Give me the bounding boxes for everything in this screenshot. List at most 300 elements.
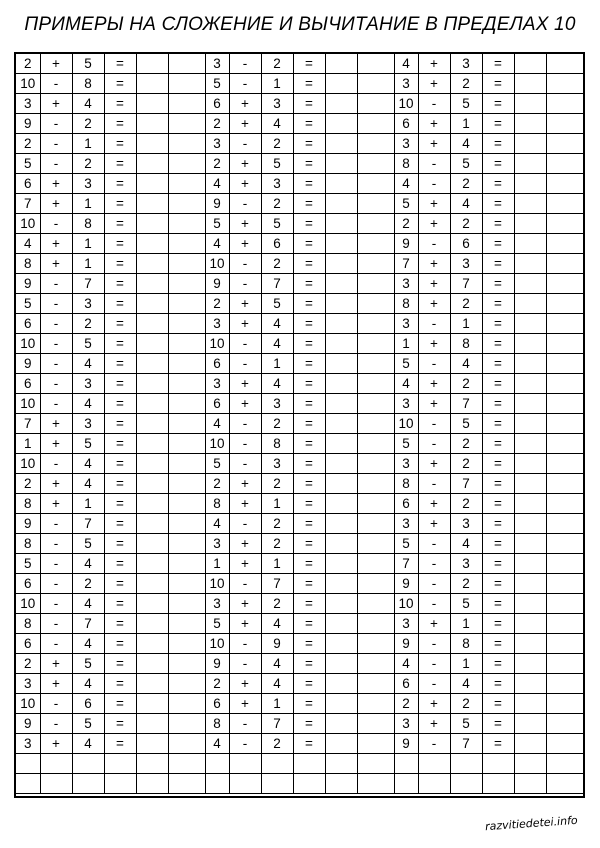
answer-cell[interactable] — [357, 614, 394, 634]
operand-a — [205, 754, 229, 774]
operator: + — [229, 314, 261, 334]
answer-cell[interactable] — [168, 154, 205, 174]
operand-a: 10 — [394, 414, 418, 434]
answer-cell[interactable] — [325, 114, 357, 134]
answer-cell[interactable] — [546, 734, 583, 754]
answer-cell[interactable] — [546, 694, 583, 714]
answer-cell[interactable] — [546, 154, 583, 174]
answer-cell[interactable] — [357, 394, 394, 414]
answer-cell[interactable] — [168, 674, 205, 694]
operator: - — [40, 354, 72, 374]
operand-b: 1 — [72, 254, 104, 274]
operator: - — [229, 574, 261, 594]
answer-cell[interactable] — [546, 314, 583, 334]
answer-cell[interactable] — [168, 214, 205, 234]
answer-cell[interactable] — [546, 414, 583, 434]
answer-cell[interactable] — [136, 314, 168, 334]
operand-b: 5 — [450, 94, 482, 114]
answer-cell[interactable] — [168, 334, 205, 354]
answer-cell[interactable] — [168, 394, 205, 414]
answer-cell[interactable] — [514, 94, 546, 114]
answer-cell[interactable] — [357, 154, 394, 174]
answer-cell[interactable] — [325, 674, 357, 694]
answer-cell[interactable] — [136, 94, 168, 114]
answer-cell[interactable] — [546, 274, 583, 294]
answer-cell[interactable] — [357, 634, 394, 654]
answer-cell[interactable] — [357, 214, 394, 234]
answer-cell[interactable] — [546, 714, 583, 734]
operand-b: 1 — [72, 134, 104, 154]
answer-cell[interactable] — [546, 534, 583, 554]
answer-cell[interactable] — [514, 394, 546, 414]
operand-b: 2 — [261, 534, 293, 554]
answer-cell[interactable] — [546, 54, 583, 74]
answer-cell[interactable] — [546, 554, 583, 574]
operand-b: 4 — [261, 334, 293, 354]
equals-sign: = — [104, 514, 136, 534]
answer-cell[interactable] — [325, 474, 357, 494]
operand-b: 7 — [261, 274, 293, 294]
answer-cell[interactable] — [514, 654, 546, 674]
answer-cell[interactable] — [136, 294, 168, 314]
operator: - — [418, 234, 450, 254]
answer-cell[interactable] — [546, 194, 583, 214]
answer-cell[interactable] — [546, 494, 583, 514]
answer-cell[interactable] — [136, 134, 168, 154]
answer-cell[interactable] — [514, 274, 546, 294]
answer-cell[interactable] — [136, 634, 168, 654]
answer-cell[interactable] — [546, 634, 583, 654]
answer-cell[interactable] — [546, 434, 583, 454]
operand-a: 8 — [16, 534, 40, 554]
operand-a: 9 — [394, 574, 418, 594]
operand-b: 1 — [450, 314, 482, 334]
answer-cell[interactable] — [168, 134, 205, 154]
answer-cell[interactable] — [168, 594, 205, 614]
answer-cell[interactable] — [325, 594, 357, 614]
answer-cell — [136, 774, 168, 794]
answer-cell[interactable] — [514, 454, 546, 474]
answer-cell[interactable] — [357, 434, 394, 454]
answer-cell[interactable] — [514, 154, 546, 174]
equals-sign: = — [482, 714, 514, 734]
answer-cell[interactable] — [168, 94, 205, 114]
answer-cell[interactable] — [546, 674, 583, 694]
exercise-row — [16, 114, 583, 134]
answer-cell[interactable] — [514, 114, 546, 134]
equals-sign: = — [293, 654, 325, 674]
operator: + — [229, 374, 261, 394]
answer-cell[interactable] — [168, 174, 205, 194]
operand-b: 5 — [450, 414, 482, 434]
answer-cell[interactable] — [514, 514, 546, 534]
answer-cell[interactable] — [546, 254, 583, 274]
answer-cell[interactable] — [168, 714, 205, 734]
answer-cell[interactable] — [514, 234, 546, 254]
operator: + — [229, 114, 261, 134]
operand-a: 6 — [205, 394, 229, 414]
operand-b: 2 — [450, 174, 482, 194]
operand-a: 4 — [205, 734, 229, 754]
answer-cell[interactable] — [136, 654, 168, 674]
answer-cell[interactable] — [136, 714, 168, 734]
operand-a: 4 — [205, 234, 229, 254]
answer-cell[interactable] — [168, 234, 205, 254]
operand-a: 6 — [16, 634, 40, 654]
answer-cell[interactable] — [325, 354, 357, 374]
answer-cell[interactable] — [514, 574, 546, 594]
answer-cell[interactable] — [168, 194, 205, 214]
answer-cell[interactable] — [168, 254, 205, 274]
operand-a: 2 — [16, 654, 40, 674]
answer-cell[interactable] — [357, 694, 394, 714]
answer-cell[interactable] — [136, 394, 168, 414]
equals-sign: = — [104, 734, 136, 754]
answer-cell[interactable] — [546, 654, 583, 674]
answer-cell[interactable] — [357, 234, 394, 254]
operator: + — [229, 554, 261, 574]
answer-cell[interactable] — [546, 174, 583, 194]
answer-cell[interactable] — [514, 74, 546, 94]
answer-cell[interactable] — [325, 274, 357, 294]
answer-cell[interactable] — [136, 434, 168, 454]
answer-cell[interactable] — [514, 334, 546, 354]
answer-cell[interactable] — [546, 614, 583, 634]
answer-cell[interactable] — [357, 734, 394, 754]
exercise-row — [16, 534, 583, 554]
answer-cell[interactable] — [136, 214, 168, 234]
answer-cell[interactable] — [514, 734, 546, 754]
answer-cell[interactable] — [325, 574, 357, 594]
answer-cell[interactable] — [325, 154, 357, 174]
answer-cell[interactable] — [514, 254, 546, 274]
answer-cell[interactable] — [325, 314, 357, 334]
answer-cell[interactable] — [168, 474, 205, 494]
answer-cell[interactable] — [514, 694, 546, 714]
answer-cell[interactable] — [514, 314, 546, 334]
answer-cell[interactable] — [357, 274, 394, 294]
answer-cell[interactable] — [136, 454, 168, 474]
answer-cell[interactable] — [325, 534, 357, 554]
answer-cell[interactable] — [136, 54, 168, 74]
answer-cell[interactable] — [325, 394, 357, 414]
answer-cell[interactable] — [136, 334, 168, 354]
answer-cell[interactable] — [357, 294, 394, 314]
operand-b: 3 — [450, 54, 482, 74]
answer-cell[interactable] — [136, 694, 168, 714]
answer-cell[interactable] — [514, 534, 546, 554]
answer-cell[interactable] — [325, 414, 357, 434]
answer-cell[interactable] — [325, 454, 357, 474]
answer-cell[interactable] — [136, 354, 168, 374]
answer-cell[interactable] — [168, 54, 205, 74]
operator: - — [229, 74, 261, 94]
answer-cell[interactable] — [136, 554, 168, 574]
answer-cell[interactable] — [357, 574, 394, 594]
answer-cell[interactable] — [514, 554, 546, 574]
answer-cell[interactable] — [357, 114, 394, 134]
operand-a: 10 — [205, 574, 229, 594]
answer-cell[interactable] — [357, 534, 394, 554]
operator: + — [229, 694, 261, 714]
operand-a: 5 — [394, 194, 418, 214]
answer-cell[interactable] — [325, 654, 357, 674]
answer-cell[interactable] — [136, 74, 168, 94]
answer-cell[interactable] — [168, 694, 205, 714]
answer-cell[interactable] — [514, 214, 546, 234]
operand-a: 9 — [394, 634, 418, 654]
answer-cell[interactable] — [357, 414, 394, 434]
answer-cell[interactable] — [514, 354, 546, 374]
answer-cell[interactable] — [136, 414, 168, 434]
answer-cell[interactable] — [357, 334, 394, 354]
answer-cell[interactable] — [514, 674, 546, 694]
exercise-row — [16, 754, 583, 774]
answer-cell[interactable] — [168, 74, 205, 94]
answer-cell[interactable] — [136, 614, 168, 634]
answer-cell[interactable] — [325, 374, 357, 394]
answer-cell[interactable] — [514, 174, 546, 194]
answer-cell[interactable] — [546, 114, 583, 134]
answer-cell[interactable] — [136, 514, 168, 534]
answer-cell[interactable] — [325, 734, 357, 754]
answer-cell[interactable] — [168, 614, 205, 634]
equals-sign — [482, 774, 514, 794]
answer-cell[interactable] — [136, 574, 168, 594]
operand-b: 7 — [261, 574, 293, 594]
operand-a: 4 — [394, 654, 418, 674]
answer-cell[interactable] — [357, 254, 394, 274]
equals-sign: = — [482, 554, 514, 574]
answer-cell[interactable] — [168, 274, 205, 294]
answer-cell[interactable] — [514, 494, 546, 514]
exercise-row — [16, 74, 583, 94]
answer-cell[interactable] — [357, 654, 394, 674]
answer-cell[interactable] — [325, 634, 357, 654]
operator: + — [418, 514, 450, 534]
operator: + — [40, 254, 72, 274]
equals-sign: = — [293, 454, 325, 474]
equals-sign — [293, 754, 325, 774]
answer-cell[interactable] — [357, 74, 394, 94]
answer-cell[interactable] — [357, 474, 394, 494]
operator: + — [418, 54, 450, 74]
answer-cell[interactable] — [514, 594, 546, 614]
answer-cell[interactable] — [357, 714, 394, 734]
answer-cell[interactable] — [325, 134, 357, 154]
answer-cell[interactable] — [514, 134, 546, 154]
answer-cell[interactable] — [357, 54, 394, 74]
equals-sign: = — [482, 614, 514, 634]
answer-cell[interactable] — [514, 414, 546, 434]
answer-cell[interactable] — [514, 54, 546, 74]
answer-cell[interactable] — [357, 174, 394, 194]
answer-cell[interactable] — [168, 454, 205, 474]
answer-cell[interactable] — [168, 414, 205, 434]
operand-b: 5 — [450, 714, 482, 734]
answer-cell[interactable] — [546, 74, 583, 94]
operand-b: 4 — [72, 354, 104, 374]
answer-cell[interactable] — [325, 614, 357, 634]
answer-cell[interactable] — [136, 674, 168, 694]
answer-cell[interactable] — [325, 714, 357, 734]
operand-b: 2 — [261, 734, 293, 754]
answer-cell[interactable] — [325, 214, 357, 234]
operand-a: 3 — [394, 274, 418, 294]
answer-cell[interactable] — [546, 374, 583, 394]
answer-cell[interactable] — [136, 234, 168, 254]
answer-cell[interactable] — [168, 294, 205, 314]
operand-a: 10 — [205, 634, 229, 654]
operand-a: 3 — [394, 714, 418, 734]
answer-cell[interactable] — [136, 194, 168, 214]
answer-cell[interactable] — [546, 134, 583, 154]
answer-cell[interactable] — [325, 254, 357, 274]
answer-cell[interactable] — [325, 74, 357, 94]
operand-a: 8 — [394, 294, 418, 314]
answer-cell[interactable] — [168, 514, 205, 534]
answer-cell[interactable] — [325, 514, 357, 534]
answer-cell[interactable] — [357, 194, 394, 214]
answer-cell[interactable] — [357, 554, 394, 574]
answer-cell[interactable] — [357, 134, 394, 154]
answer-cell[interactable] — [136, 114, 168, 134]
answer-cell[interactable] — [168, 634, 205, 654]
operand-b — [72, 754, 104, 774]
operand-a: 3 — [205, 54, 229, 74]
answer-cell[interactable] — [546, 334, 583, 354]
answer-cell[interactable] — [546, 94, 583, 114]
answer-cell[interactable] — [357, 94, 394, 114]
answer-cell[interactable] — [168, 534, 205, 554]
operator: - — [40, 594, 72, 614]
equals-sign: = — [482, 154, 514, 174]
equals-sign: = — [482, 434, 514, 454]
equals-sign: = — [482, 74, 514, 94]
answer-cell[interactable] — [514, 294, 546, 314]
operand-b: 8 — [450, 634, 482, 654]
answer-cell[interactable] — [136, 734, 168, 754]
answer-cell[interactable] — [546, 594, 583, 614]
answer-cell[interactable] — [514, 474, 546, 494]
operand-b: 5 — [261, 294, 293, 314]
answer-cell[interactable] — [357, 494, 394, 514]
answer-cell[interactable] — [546, 294, 583, 314]
answer-cell[interactable] — [357, 454, 394, 474]
answer-cell[interactable] — [546, 514, 583, 534]
answer-cell[interactable] — [168, 494, 205, 514]
answer-cell[interactable] — [514, 374, 546, 394]
answer-cell[interactable] — [325, 94, 357, 114]
answer-cell[interactable] — [546, 394, 583, 414]
answer-cell[interactable] — [514, 194, 546, 214]
operator: - — [229, 354, 261, 374]
answer-cell[interactable] — [546, 354, 583, 374]
operand-b — [72, 774, 104, 794]
operator: - — [418, 434, 450, 454]
answer-cell[interactable] — [514, 434, 546, 454]
answer-cell[interactable] — [136, 154, 168, 174]
answer-cell[interactable] — [136, 494, 168, 514]
answer-cell[interactable] — [357, 374, 394, 394]
answer-cell[interactable] — [357, 314, 394, 334]
answer-cell[interactable] — [325, 694, 357, 714]
answer-cell[interactable] — [136, 534, 168, 554]
answer-cell[interactable] — [168, 554, 205, 574]
answer-cell — [325, 754, 357, 774]
operator: - — [40, 554, 72, 574]
operator: - — [229, 414, 261, 434]
answer-cell[interactable] — [325, 174, 357, 194]
answer-cell[interactable] — [136, 274, 168, 294]
answer-cell[interactable] — [546, 214, 583, 234]
exercise-grid — [16, 54, 583, 794]
answer-cell[interactable] — [168, 734, 205, 754]
answer-cell[interactable] — [136, 254, 168, 274]
answer-cell[interactable] — [325, 554, 357, 574]
equals-sign: = — [482, 374, 514, 394]
answer-cell[interactable] — [168, 374, 205, 394]
answer-cell[interactable] — [546, 574, 583, 594]
answer-cell[interactable] — [136, 374, 168, 394]
equals-sign: = — [104, 274, 136, 294]
answer-cell[interactable] — [168, 434, 205, 454]
answer-cell[interactable] — [168, 354, 205, 374]
answer-cell[interactable] — [325, 434, 357, 454]
exercise-row — [16, 474, 583, 494]
operand-b: 5 — [72, 654, 104, 674]
operand-a: 10 — [394, 594, 418, 614]
answer-cell[interactable] — [514, 634, 546, 654]
answer-cell[interactable] — [514, 714, 546, 734]
answer-cell[interactable] — [136, 474, 168, 494]
answer-cell[interactable] — [325, 334, 357, 354]
operand-b: 4 — [72, 594, 104, 614]
answer-cell[interactable] — [325, 234, 357, 254]
operand-b: 2 — [450, 694, 482, 714]
answer-cell[interactable] — [514, 614, 546, 634]
equals-sign: = — [293, 234, 325, 254]
answer-cell[interactable] — [325, 194, 357, 214]
answer-cell[interactable] — [168, 654, 205, 674]
equals-sign: = — [482, 474, 514, 494]
answer-cell[interactable] — [325, 54, 357, 74]
answer-cell[interactable] — [136, 594, 168, 614]
equals-sign: = — [104, 534, 136, 554]
operand-b — [261, 754, 293, 774]
equals-sign: = — [104, 154, 136, 174]
answer-cell[interactable] — [168, 574, 205, 594]
answer-cell[interactable] — [357, 354, 394, 374]
answer-cell[interactable] — [546, 234, 583, 254]
answer-cell[interactable] — [357, 594, 394, 614]
answer-cell[interactable] — [546, 474, 583, 494]
exercise-row — [16, 314, 583, 334]
answer-cell[interactable] — [325, 494, 357, 514]
answer-cell[interactable] — [546, 454, 583, 474]
equals-sign: = — [293, 674, 325, 694]
equals-sign: = — [482, 734, 514, 754]
answer-cell[interactable] — [325, 294, 357, 314]
equals-sign: = — [293, 74, 325, 94]
answer-cell[interactable] — [168, 314, 205, 334]
operand-b: 6 — [261, 234, 293, 254]
operand-b: 7 — [450, 734, 482, 754]
answer-cell[interactable] — [357, 514, 394, 534]
answer-cell[interactable] — [136, 174, 168, 194]
answer-cell[interactable] — [357, 674, 394, 694]
answer-cell[interactable] — [168, 114, 205, 134]
